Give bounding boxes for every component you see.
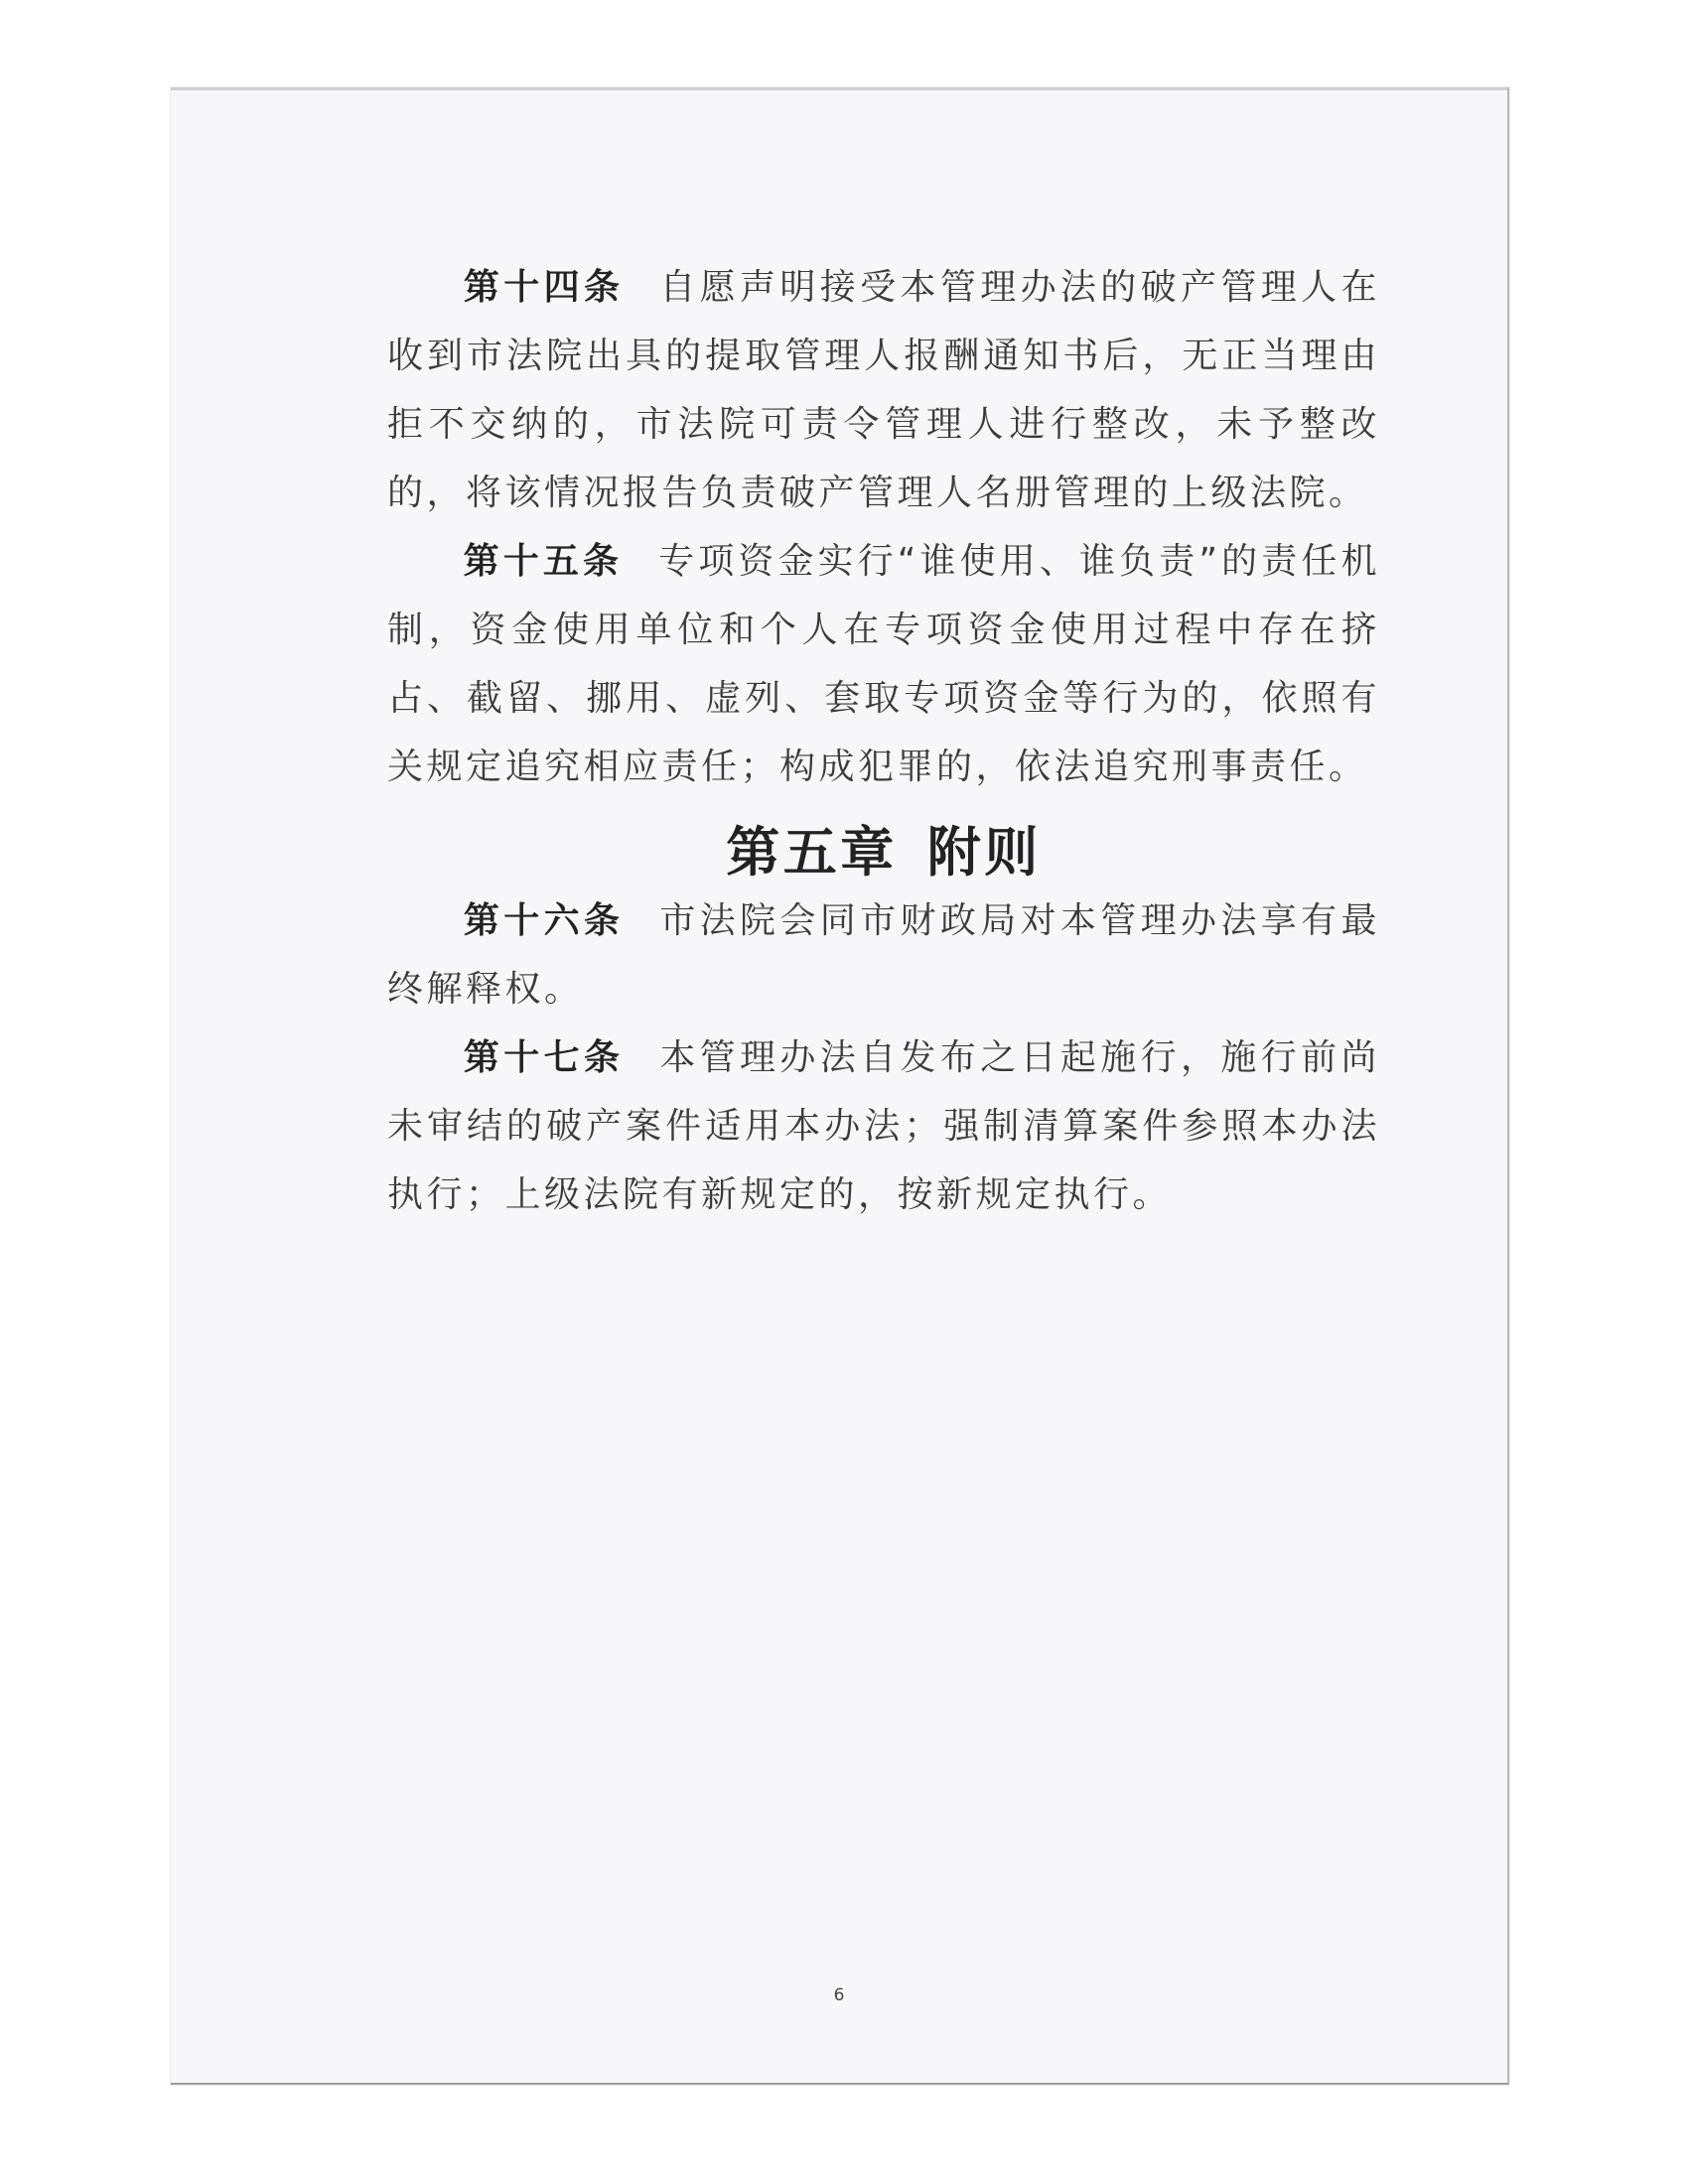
chapter-title: 附则: [926, 821, 1042, 884]
article-label: 第十五条: [463, 541, 624, 582]
article-text: 自愿声明接受本管理办法的破产管理人在收到市法院出具的提取管理人报酬通知书后，无正当理由拒不交纳的，市法院可责令管理人进行整改，未予整改的，将该情况报告负责破产管理人名册管理的上级法院。: [387, 267, 1380, 513]
article-17: [387, 1024, 1380, 1229]
document-body: [387, 253, 1380, 1229]
article-text: 本管理办法自发布之日起施行，施行前尚未审结的破产案件适用本办法；强制清算案件参照本办法执行；上级法院有新规定的，按新规定执行。: [387, 1037, 1380, 1215]
article-16: [387, 887, 1380, 1024]
chapter-number: 第五章: [726, 821, 898, 884]
article-text: 专项资金实行“谁使用、谁负责”的责任机制，资金使用单位和个人在专项资金使用过程中存在挤占、截留、挪用、虚列、套取专项资金等行为的，依照有关规定追究相应责任；构成犯罪的，依法追究刑事责任。: [387, 541, 1380, 787]
page-number: 6: [833, 1985, 845, 2005]
article-text: 市法院会同市财政局对本管理办法享有最终解释权。: [387, 900, 1380, 1010]
article-label: 第十四条: [463, 267, 625, 308]
chapter-heading: [387, 818, 1380, 887]
article-14: [387, 253, 1380, 527]
document-page: [171, 87, 1509, 2085]
article-label: 第十六条: [463, 900, 625, 941]
article-label: 第十七条: [463, 1037, 625, 1078]
article-15: [387, 527, 1380, 801]
